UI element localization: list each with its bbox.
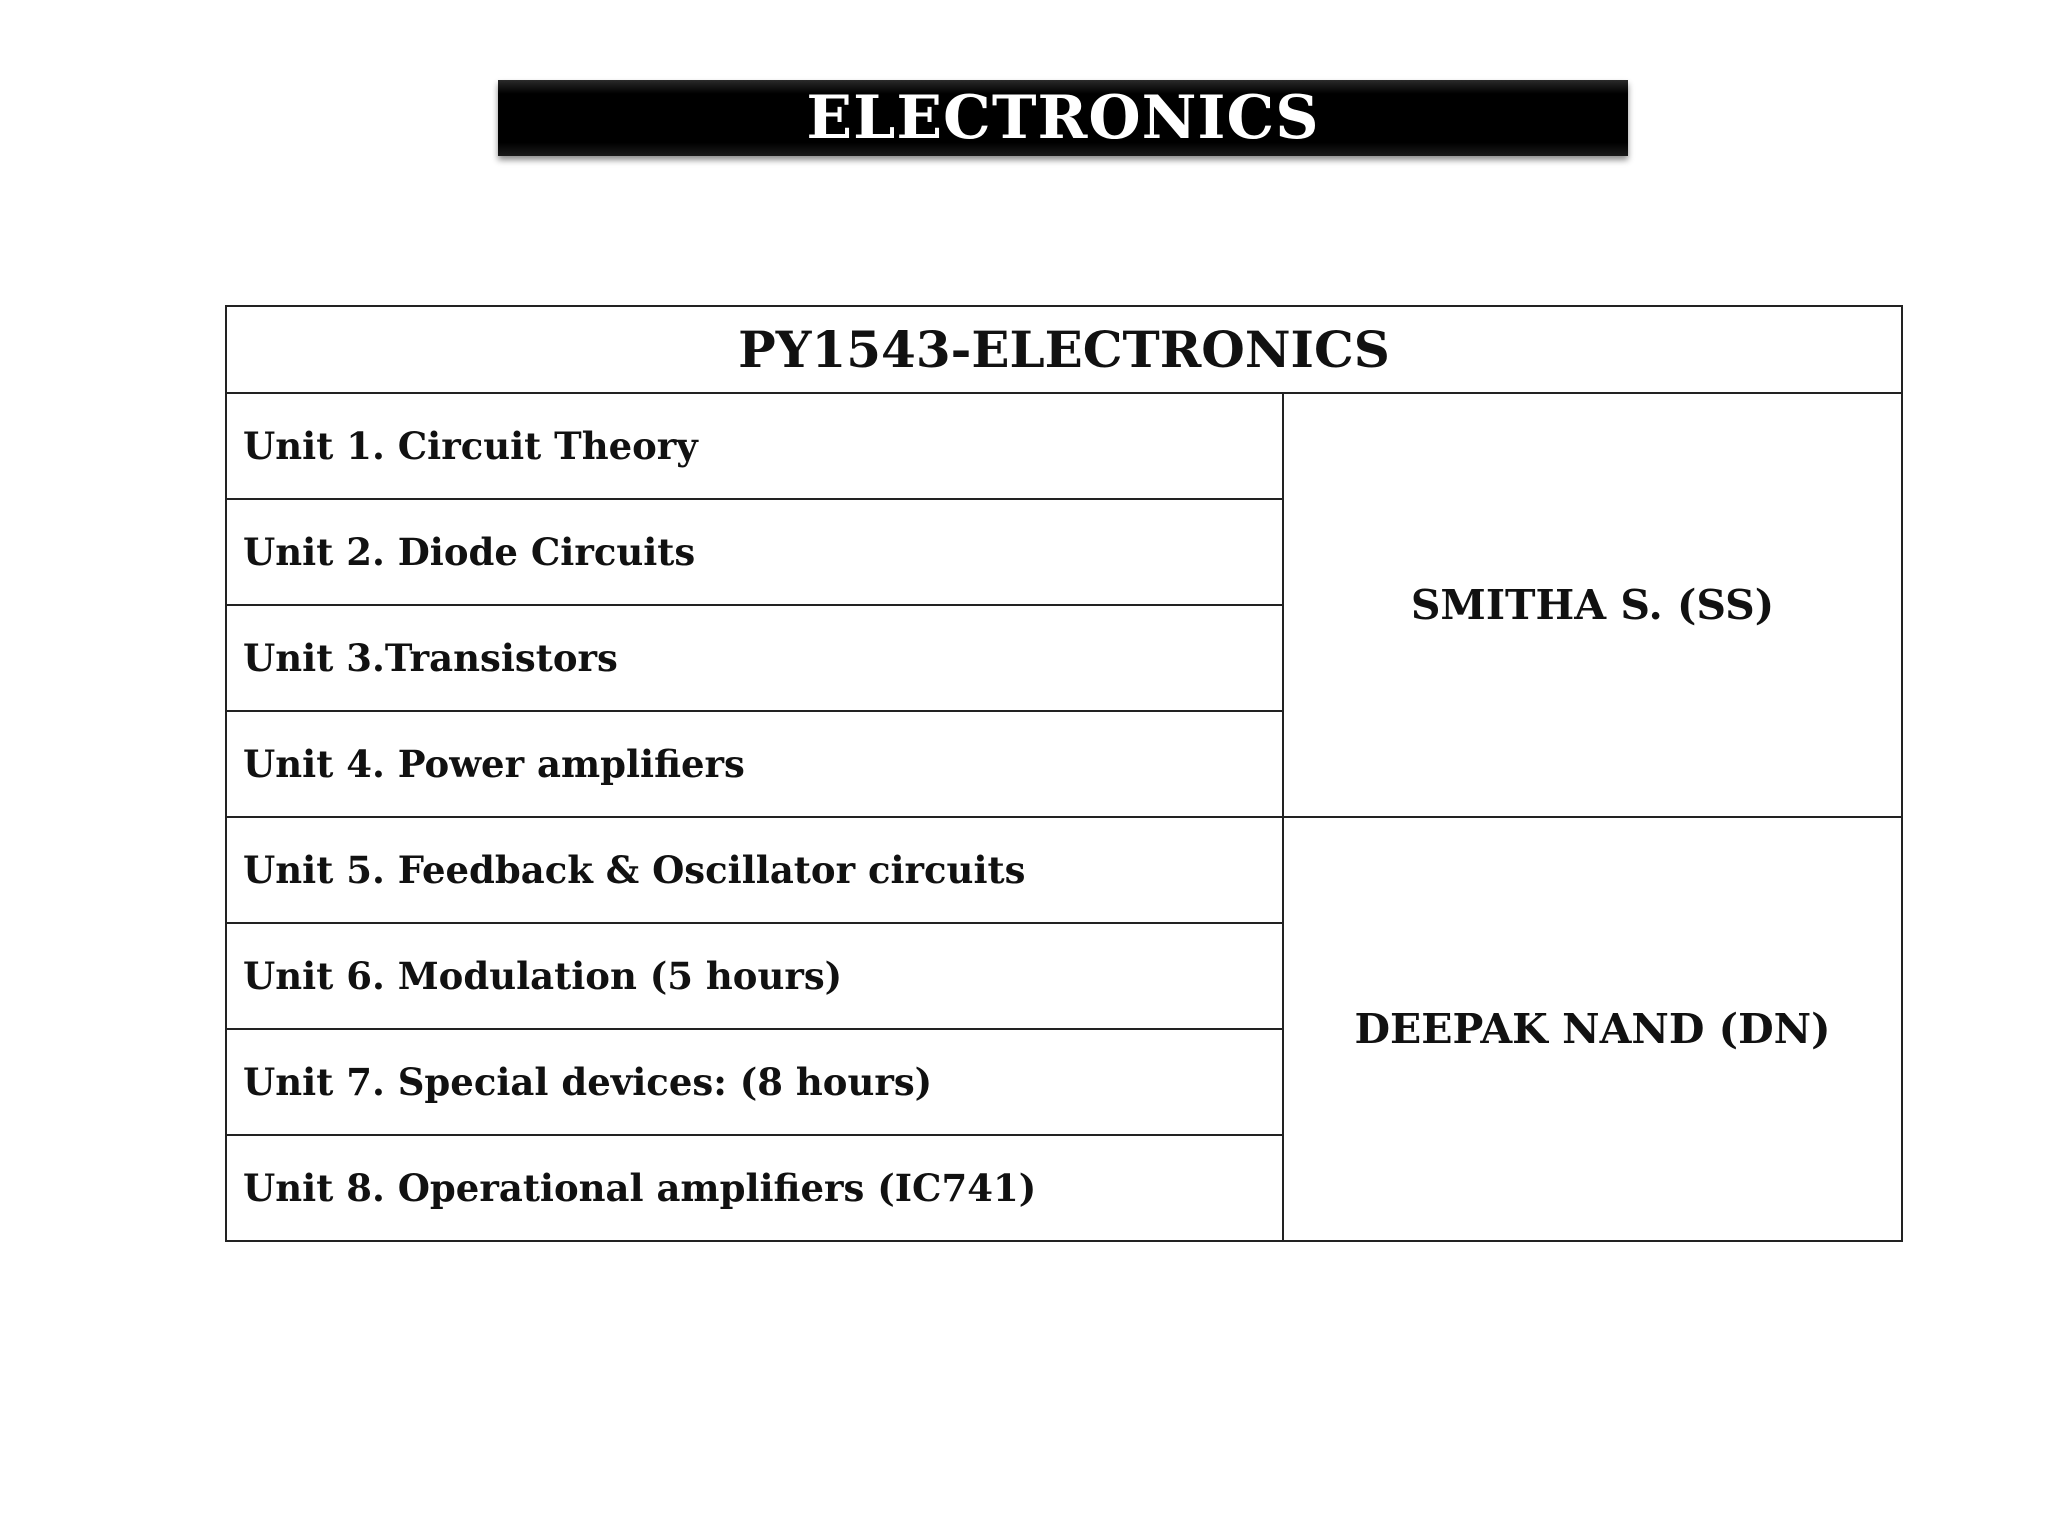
unit-cell: Unit 6. Modulation (5 hours)	[226, 923, 1283, 1029]
unit-cell: Unit 1. Circuit Theory	[226, 393, 1283, 499]
unit-cell: Unit 3.Transistors	[226, 605, 1283, 711]
course-title: PY1543-ELECTRONICS	[226, 306, 1902, 393]
unit-cell: Unit 2. Diode Circuits	[226, 499, 1283, 605]
teacher-cell: DEEPAK NAND (DN)	[1283, 817, 1902, 1241]
unit-cell: Unit 5. Feedback & Oscillator circuits	[226, 817, 1283, 923]
unit-cell: Unit 4. Power amplifiers	[226, 711, 1283, 817]
table-row	[226, 393, 1902, 499]
slide-title-bar	[498, 80, 1628, 156]
teacher-cell: SMITHA S. (SS)	[1283, 393, 1902, 817]
unit-cell: Unit 7. Special devices: (8 hours)	[226, 1029, 1283, 1135]
table-row	[226, 817, 1902, 923]
slide-title: ELECTRONICS	[806, 83, 1320, 153]
table-header-row	[226, 306, 1902, 393]
syllabus-table	[225, 305, 1903, 1242]
unit-cell: Unit 8. Operational amplifiers (IC741)	[226, 1135, 1283, 1241]
